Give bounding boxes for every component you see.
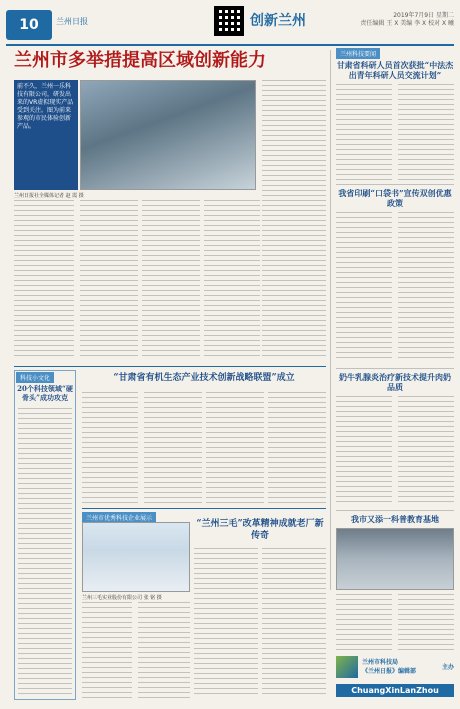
- right-lower-headline: 奶牛乳腺炎治疗新技术提升肉奶品质: [339, 372, 451, 392]
- bottom-text-col-2: [262, 548, 326, 698]
- right-column-divider: [330, 50, 331, 590]
- lead-text-col-2: [80, 200, 138, 360]
- lead-intro: 前不久，兰州一乐科技有限公司，研发出来的VR虚拟现实产品受到关注。图为前来参观的市民体验创新产品。: [17, 83, 74, 130]
- footer-brand-block: [336, 656, 454, 702]
- left-box-headline: 20个科技领域“硬骨头”成功攻克: [17, 384, 73, 402]
- section-title: 创新兰州: [250, 13, 306, 29]
- issue-date: 2019年7月9日 星期二: [393, 12, 454, 19]
- bottom-photo-caption: 兰州三毛实业股份有限公司 张 铭 摄: [82, 595, 162, 601]
- lead-text-col-5: [262, 80, 326, 360]
- right-top-tag: 兰州科技要闻: [336, 48, 380, 59]
- right-top-text-col-2: [398, 84, 454, 180]
- footer-brand-line-2: 《兰州日报》编辑部: [362, 668, 417, 675]
- qr-code-icon[interactable]: [214, 6, 244, 36]
- newspaper-name: 兰州日报: [56, 17, 88, 26]
- issue-editors: 责任编辑 王 X 美编 李 X 校对 X 曦: [360, 20, 454, 27]
- logo-mark: 10: [19, 17, 39, 33]
- right-base-rule: [336, 510, 454, 511]
- right-mid-text-col-2: [398, 212, 454, 362]
- middle-headline: “甘肃省有机生态产业技术创新战略联盟”成立: [113, 373, 295, 383]
- bottom-text-col-3: [82, 602, 132, 698]
- right-base-headline: 我市又添一科普教育基地: [351, 514, 439, 524]
- lead-photo-caption: 兰州日报社全媒体记者 赵 霞 摄: [14, 193, 84, 199]
- masthead: [6, 6, 454, 44]
- footer-english-title: ChuangXinLanZhou: [336, 684, 454, 697]
- right-lower-text-col-2: [398, 396, 454, 506]
- left-box-tag: 科技小文化: [16, 372, 54, 383]
- lead-text-col-1: [14, 200, 74, 360]
- right-top-headline: 甘肃省科研人员首次获批“中法杰出青年科研人员交流计划”: [336, 60, 454, 80]
- left-box-text: [18, 408, 72, 694]
- right-base-text-col-1: [336, 594, 392, 650]
- middle-text-col-4: [268, 392, 326, 504]
- right-top-text-col-1: [336, 84, 392, 180]
- bottom-tag: 兰州市优秀科技企业展示: [82, 512, 156, 523]
- right-base-photo: [336, 528, 454, 590]
- lead-intro-box: [14, 80, 78, 190]
- right-lower-rule: [336, 368, 454, 369]
- right-base-text-col-2: [398, 594, 454, 650]
- right-mid-rule: [336, 184, 454, 185]
- footer-logo-icon: [336, 656, 358, 678]
- footer-brand-line-1: 兰州市科技局: [362, 659, 399, 666]
- lead-text-col-3: [142, 200, 200, 360]
- issue-info: [360, 12, 454, 28]
- bottom-text-col-1: [194, 548, 258, 698]
- middle-text-col-1: [82, 392, 138, 504]
- right-mid-text-col-1: [336, 212, 392, 362]
- bottom-text-col-4: [138, 602, 190, 698]
- middle-section-rule: [14, 366, 326, 367]
- newspaper-logo: [6, 10, 52, 40]
- masthead-rule: [6, 44, 454, 46]
- lead-photo: [80, 80, 256, 190]
- bottom-photo: [82, 522, 190, 592]
- lead-headline: 兰州市多举措提高区域创新能力: [14, 50, 266, 71]
- middle-text-col-2: [144, 392, 202, 504]
- right-lower-text-col-1: [336, 396, 392, 506]
- middle-text-col-3: [206, 392, 264, 504]
- footer-brand-text: [362, 658, 416, 676]
- right-mid-headline: 我省印刷“口袋书”宣传双创优惠政策: [338, 188, 452, 208]
- footer-brand-side: 主办: [441, 664, 454, 671]
- lead-text-col-4: [204, 200, 260, 360]
- bottom-headline: “兰州三毛”改革精神成就老厂新传奇: [196, 519, 324, 541]
- bottom-section-rule: [82, 508, 326, 509]
